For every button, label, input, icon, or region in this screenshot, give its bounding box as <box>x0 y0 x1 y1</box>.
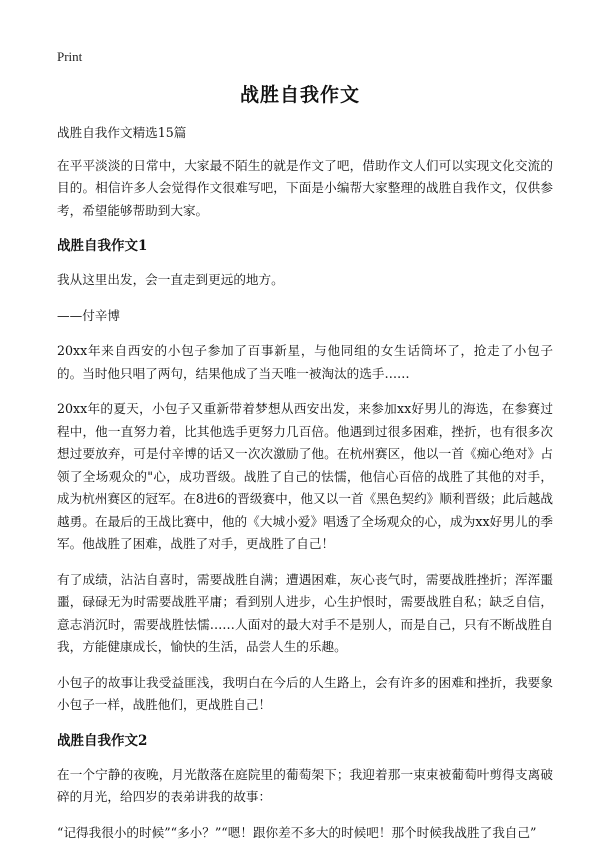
document-subtitle: 战胜自我作文精选15篇 <box>57 125 187 140</box>
section-heading-2: 战胜自我作文2 <box>57 732 148 749</box>
document-body <box>57 122 553 857</box>
paragraph: 在一个宁静的夜晚，月光散落在庭院里的葡萄架下；我迎着那一束束被葡萄叶剪得支离破碎的月光，给四岁的表弟讲我的故事： <box>57 766 553 804</box>
paragraph: 我从这里出发，会一直走到更远的地方。 <box>57 272 284 287</box>
section-heading-1: 战胜自我作文1 <box>57 238 148 254</box>
paragraph: ——付辛博 <box>57 307 120 323</box>
paragraph: 小包子的故事让我受益匪浅，我明白在今后的人生路上，会有许多的困难和挫折，我要象小包子一样，战胜他们，更战胜自己！ <box>57 674 553 712</box>
paragraph: 20xx年的夏天，小包子又重新带着梦想从西安出发，来参加xx好男儿的海选，在参赛过程中，他一直努力着，比其他选手更努力几百倍。他遇到过很多困难，挫折，也有很多次想过要放弃，可是付辛博的话又一次次激励了他。在杭州赛区，他以一首《痴心绝对》占领了全场观众的"心，成功晋级。战胜了自己的怯懦，他信心百倍的战胜了其他的对手，成为杭州赛区的冠军。在8进6的晋级赛中，他又以一首《黑色契约》顺利晋级；此后越战越勇。在最后的王战比赛中，他的《大城小爱》唱透了全场观众的心，成为xx好男儿的季军。他战胜了困难，战胜了对手，更战胜了自己！ <box>57 401 553 551</box>
document-title: 战胜自我作文 <box>239 84 360 106</box>
intro-paragraph: 在平平淡淡的日常中，大家最不陌生的就是作文了吧，借助作文人们可以实现文化交流的目的。相信许多人会觉得作文很难写吧，下面是小编帮大家整理的战胜自我作文，仅供参考，希望能够帮助到大家。 <box>57 157 553 218</box>
print-link[interactable]: Print <box>57 49 83 64</box>
paragraph: 20xx年来自西安的小包子参加了百事新星，与他同组的女生话筒坏了，抢走了小包子的。当时他只唱了两句，结果他成了当天唯一被淘汰的选手…… <box>57 343 553 381</box>
paragraph: “记得我很小的时候”“多小？”“嗯！跟你差不多大的时候吧！那个时候我战胜了我自己” <box>57 824 537 840</box>
paragraph: 有了成绩，沾沾自喜时，需要战胜自满；遭遇困难，灰心丧气时，需要战胜挫折；浑浑噩噩，碌碌无为时需要战胜平庸；看到别人进步，心生护恨时，需要战胜自私；缺乏自信，意志消沉时，需要战胜怯懦……人面对的最大对手不是别人，而是自己，只有不断战胜自我，方能健康成长，愉快的生活，品尝人生的乐趣。 <box>57 571 553 654</box>
